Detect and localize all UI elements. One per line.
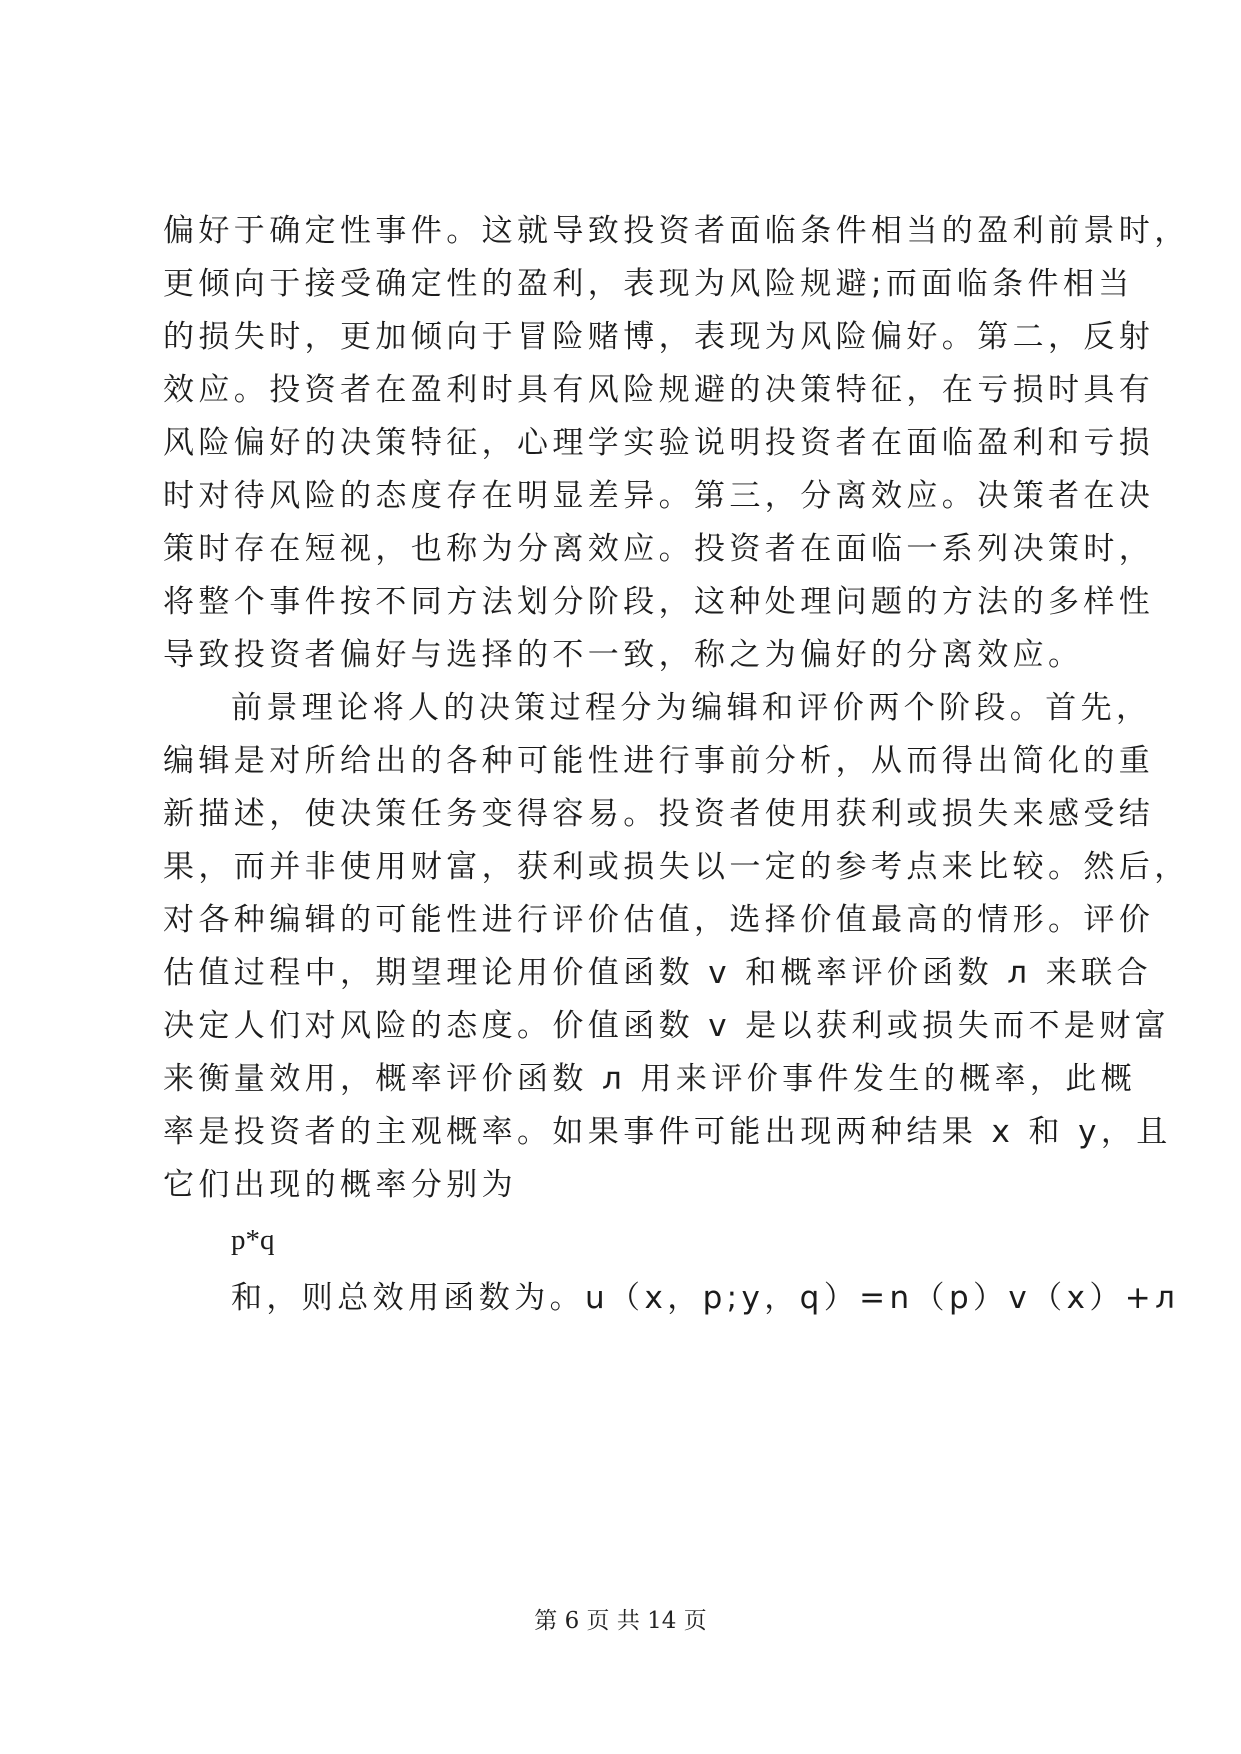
text-line-1: 偏好于确定性事件。这就导致投资者面临条件相当的盈利前景时， bbox=[163, 213, 1190, 249]
text-line-17: 来衡量效用，概率评价函数 л 用来评价事件发生的概率，此概 bbox=[163, 1061, 1137, 1097]
text-line-2: 更倾向于接受确定性的盈利，表现为风险规避;而面临条件相当 bbox=[163, 266, 1134, 302]
page-number-footer: 第 6 页 共 14 页 bbox=[534, 1608, 707, 1634]
text-line-15: 估值过程中，期望理论用价值函数 v 和概率评价函数 л 来联合 bbox=[163, 955, 1152, 991]
text-line-19: 它们出现的概率分别为 bbox=[163, 1167, 517, 1203]
text-line-9: 导致投资者偏好与选择的不一致，称之为偏好的分离效应。 bbox=[163, 637, 1084, 673]
text-line-14: 对各种编辑的可能性进行评价估值，选择价值最高的情形。评价 bbox=[163, 902, 1155, 938]
text-line-last: 和，则总效用函数为。u（x，p;y，q）=n（p）v（x）+л bbox=[231, 1280, 1180, 1316]
text-line-18: 率是投资者的主观概率。如果事件可能出现两种结果 x 和 y，且 bbox=[163, 1114, 1172, 1150]
text-line-7: 策时存在短视，也称为分离效应。投资者在面临一系列决策时， bbox=[163, 531, 1155, 567]
text-line-16: 决定人们对风险的态度。价值函数 v 是以获利或损失而不是财富 bbox=[163, 1008, 1171, 1044]
text-line-5: 风险偏好的决策特征，心理学实验说明投资者在面临盈利和亏损 bbox=[163, 425, 1155, 461]
formula-variable: p*q bbox=[231, 1224, 275, 1256]
text-line-11: 编辑是对所给出的各种可能性进行事前分析，从而得出简化的重 bbox=[163, 743, 1155, 779]
text-line-8: 将整个事件按不同方法划分阶段，这种处理问题的方法的多样性 bbox=[163, 584, 1155, 620]
text-line-13: 果，而并非使用财富，获利或损失以一定的参考点来比较。然后， bbox=[163, 849, 1190, 885]
text-line-6: 时对待风险的态度存在明显差异。第三，分离效应。决策者在决 bbox=[163, 478, 1155, 514]
text-line-3: 的损失时，更加倾向于冒险赌博，表现为风险偏好。第二，反射 bbox=[163, 319, 1155, 355]
text-line-12: 新描述，使决策任务变得容易。投资者使用获利或损失来感受结 bbox=[163, 796, 1155, 832]
text-line-4: 效应。投资者在盈利时具有风险规避的决策特征，在亏损时具有 bbox=[163, 372, 1155, 408]
text-line-10: 前景理论将人的决策过程分为编辑和评价两个阶段。首先， bbox=[231, 690, 1152, 726]
